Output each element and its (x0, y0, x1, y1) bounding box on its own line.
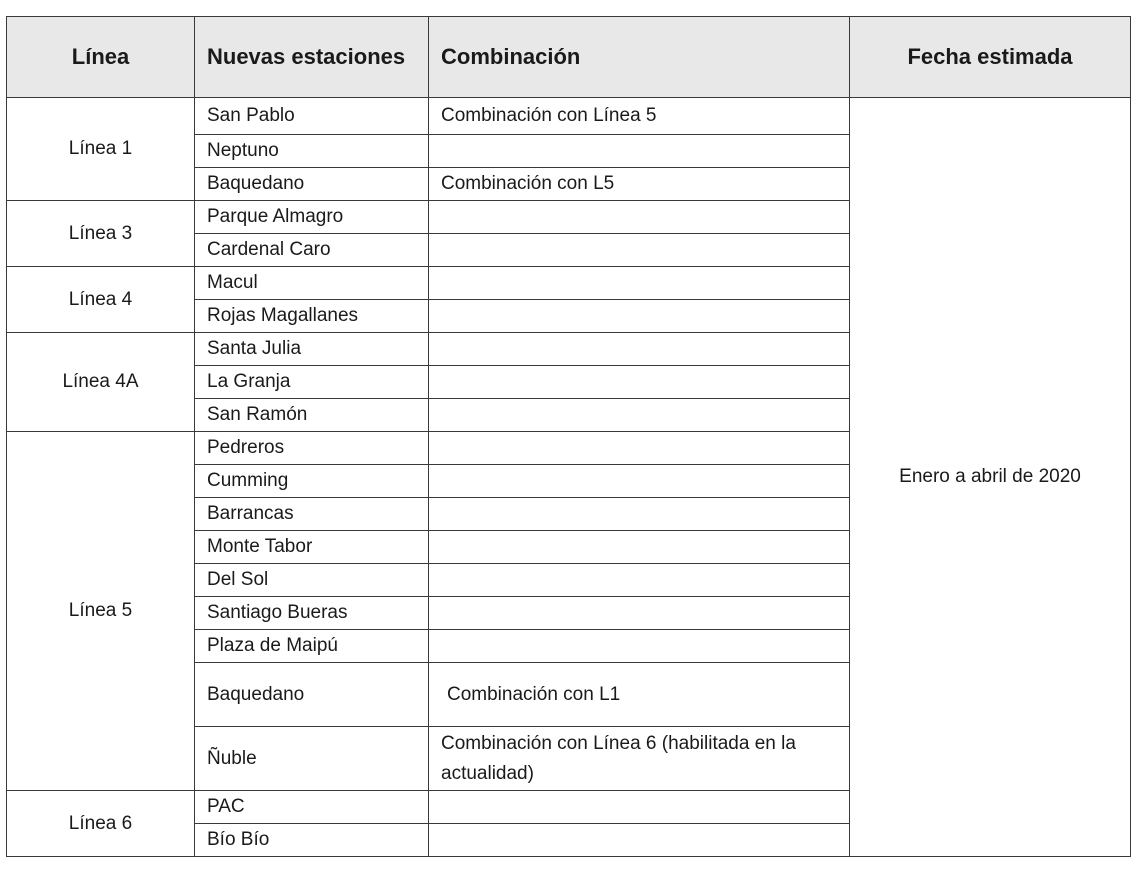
header-date: Fecha estimada (850, 17, 1131, 98)
station-cell: Bío Bío (195, 824, 429, 857)
combination-cell (429, 300, 850, 333)
station-cell: Neptuno (195, 135, 429, 168)
station-cell: Plaza de Maipú (195, 630, 429, 663)
station-cell: Parque Almagro (195, 201, 429, 234)
stations-table (6, 16, 1131, 857)
station-cell: San Pablo (195, 98, 429, 135)
line-cell: Línea 3 (7, 201, 195, 267)
station-cell: Ñuble (195, 727, 429, 791)
date-cell: Enero a abril de 2020 (850, 98, 1131, 857)
combination-cell (429, 791, 850, 824)
line-cell: Línea 6 (7, 791, 195, 857)
table-body (7, 98, 1131, 857)
combination-cell (429, 432, 850, 465)
line-cell: Línea 4A (7, 333, 195, 432)
station-cell: Baquedano (195, 168, 429, 201)
combination-cell (429, 366, 850, 399)
station-cell: Santiago Bueras (195, 597, 429, 630)
station-cell: Cardenal Caro (195, 234, 429, 267)
table-row (7, 98, 1131, 135)
station-cell: La Granja (195, 366, 429, 399)
line-cell: Línea 1 (7, 98, 195, 201)
combination-cell (429, 824, 850, 857)
station-cell: Macul (195, 267, 429, 300)
combination-cell (429, 465, 850, 498)
station-cell: Monte Tabor (195, 531, 429, 564)
combination-cell (429, 201, 850, 234)
combination-cell (429, 234, 850, 267)
combination-cell (429, 498, 850, 531)
station-cell: Barrancas (195, 498, 429, 531)
header-combination: Combinación (429, 17, 850, 98)
combination-cell: Combinación con Línea 5 (429, 98, 850, 135)
station-cell: PAC (195, 791, 429, 824)
combination-cell (429, 399, 850, 432)
station-cell: Pedreros (195, 432, 429, 465)
header-line: Línea (7, 17, 195, 98)
combination-cell (429, 333, 850, 366)
combination-cell: Combinación con L1 (429, 663, 850, 727)
combination-cell: Combinación con L5 (429, 168, 850, 201)
station-cell: Santa Julia (195, 333, 429, 366)
station-cell: Rojas Magallanes (195, 300, 429, 333)
table-wrapper (6, 16, 1131, 857)
combination-cell: Combinación con Línea 6 (habilitada en la actualidad) (429, 727, 850, 791)
combination-cell (429, 597, 850, 630)
station-cell: Cumming (195, 465, 429, 498)
line-cell: Línea 4 (7, 267, 195, 333)
combination-cell (429, 630, 850, 663)
combination-cell (429, 531, 850, 564)
station-cell: Del Sol (195, 564, 429, 597)
combination-cell (429, 564, 850, 597)
header-stations: Nuevas estaciones (195, 17, 429, 98)
combination-cell (429, 267, 850, 300)
combination-cell (429, 135, 850, 168)
line-cell: Línea 5 (7, 432, 195, 791)
header-row (7, 17, 1131, 98)
station-cell: Baquedano (195, 663, 429, 727)
station-cell: San Ramón (195, 399, 429, 432)
